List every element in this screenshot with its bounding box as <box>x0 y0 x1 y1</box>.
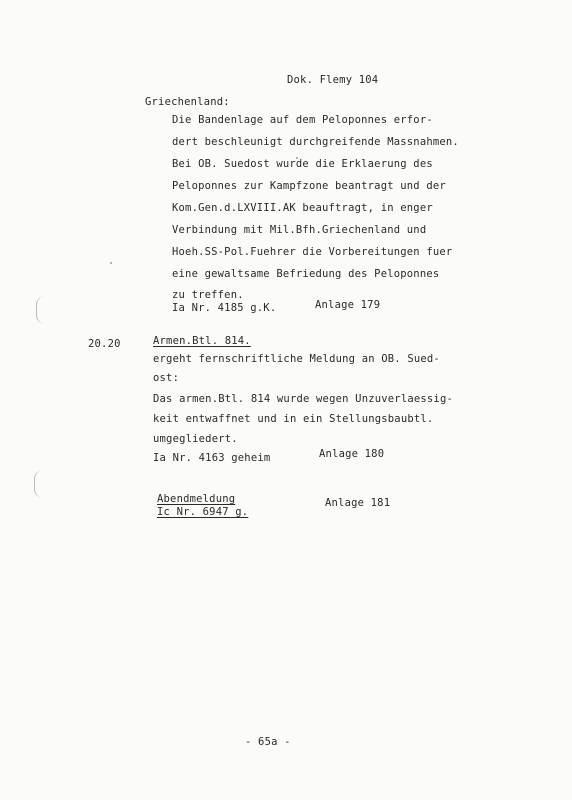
body-line: Peloponnes zur Kampfzone beantragt und der <box>172 180 446 192</box>
punch-hole-shadow <box>36 296 45 324</box>
section-heading-armen-btl: Armen.Btl. 814. <box>153 335 251 347</box>
anlage-label: Anlage 179 <box>315 299 381 311</box>
anlage-label: Anlage 180 <box>319 448 385 460</box>
scan-speck <box>110 262 112 264</box>
body-line: Bei OB. Suedost wurde die Erklaerung des <box>172 158 433 170</box>
body-line: zu treffen. <box>172 289 244 301</box>
body-line: umgegliedert. <box>153 433 238 445</box>
punch-hole-shadow <box>34 470 43 498</box>
page-number: - 65a - <box>245 736 291 748</box>
reference-number: Ia Nr. 4163 geheim <box>153 452 271 464</box>
reference-number: Ic Nr. 6947 g. <box>157 506 249 518</box>
document-reference: Dok. Flemy 104 <box>287 74 379 86</box>
body-line: Verbindung mit Mil.Bfh.Griechenland und <box>172 224 427 236</box>
section-heading-griechenland: Griechenland: <box>145 96 230 108</box>
anlage-label: Anlage 181 <box>325 497 391 509</box>
body-line: Hoeh.SS-Pol.Fuehrer die Vorbereitungen fuer <box>172 246 453 258</box>
body-line: Die Bandenlage auf dem Peloponnes erfor- <box>172 114 433 126</box>
body-line: Kom.Gen.d.LXVIII.AK beauftragt, in enger <box>172 202 433 214</box>
entry-time: 20.20 <box>88 338 121 350</box>
body-line: dert beschleunigt durchgreifende Massnahmen. <box>172 136 459 148</box>
body-line: ost: <box>153 372 180 384</box>
section-heading-abendmeldung: Abendmeldung <box>157 493 236 505</box>
reference-number: Ia Nr. 4185 g.K. <box>172 302 277 314</box>
body-line: eine gewaltsame Befriedung des Peloponnes <box>172 268 440 280</box>
body-line: ergeht fernschriftliche Meldung an OB. Sued- <box>153 353 440 365</box>
body-line: keit entwaffnet und in ein Stellungsbaubtl. <box>153 413 434 425</box>
body-line: Das armen.Btl. 814 wurde wegen Unzuverlaessig- <box>153 393 453 405</box>
